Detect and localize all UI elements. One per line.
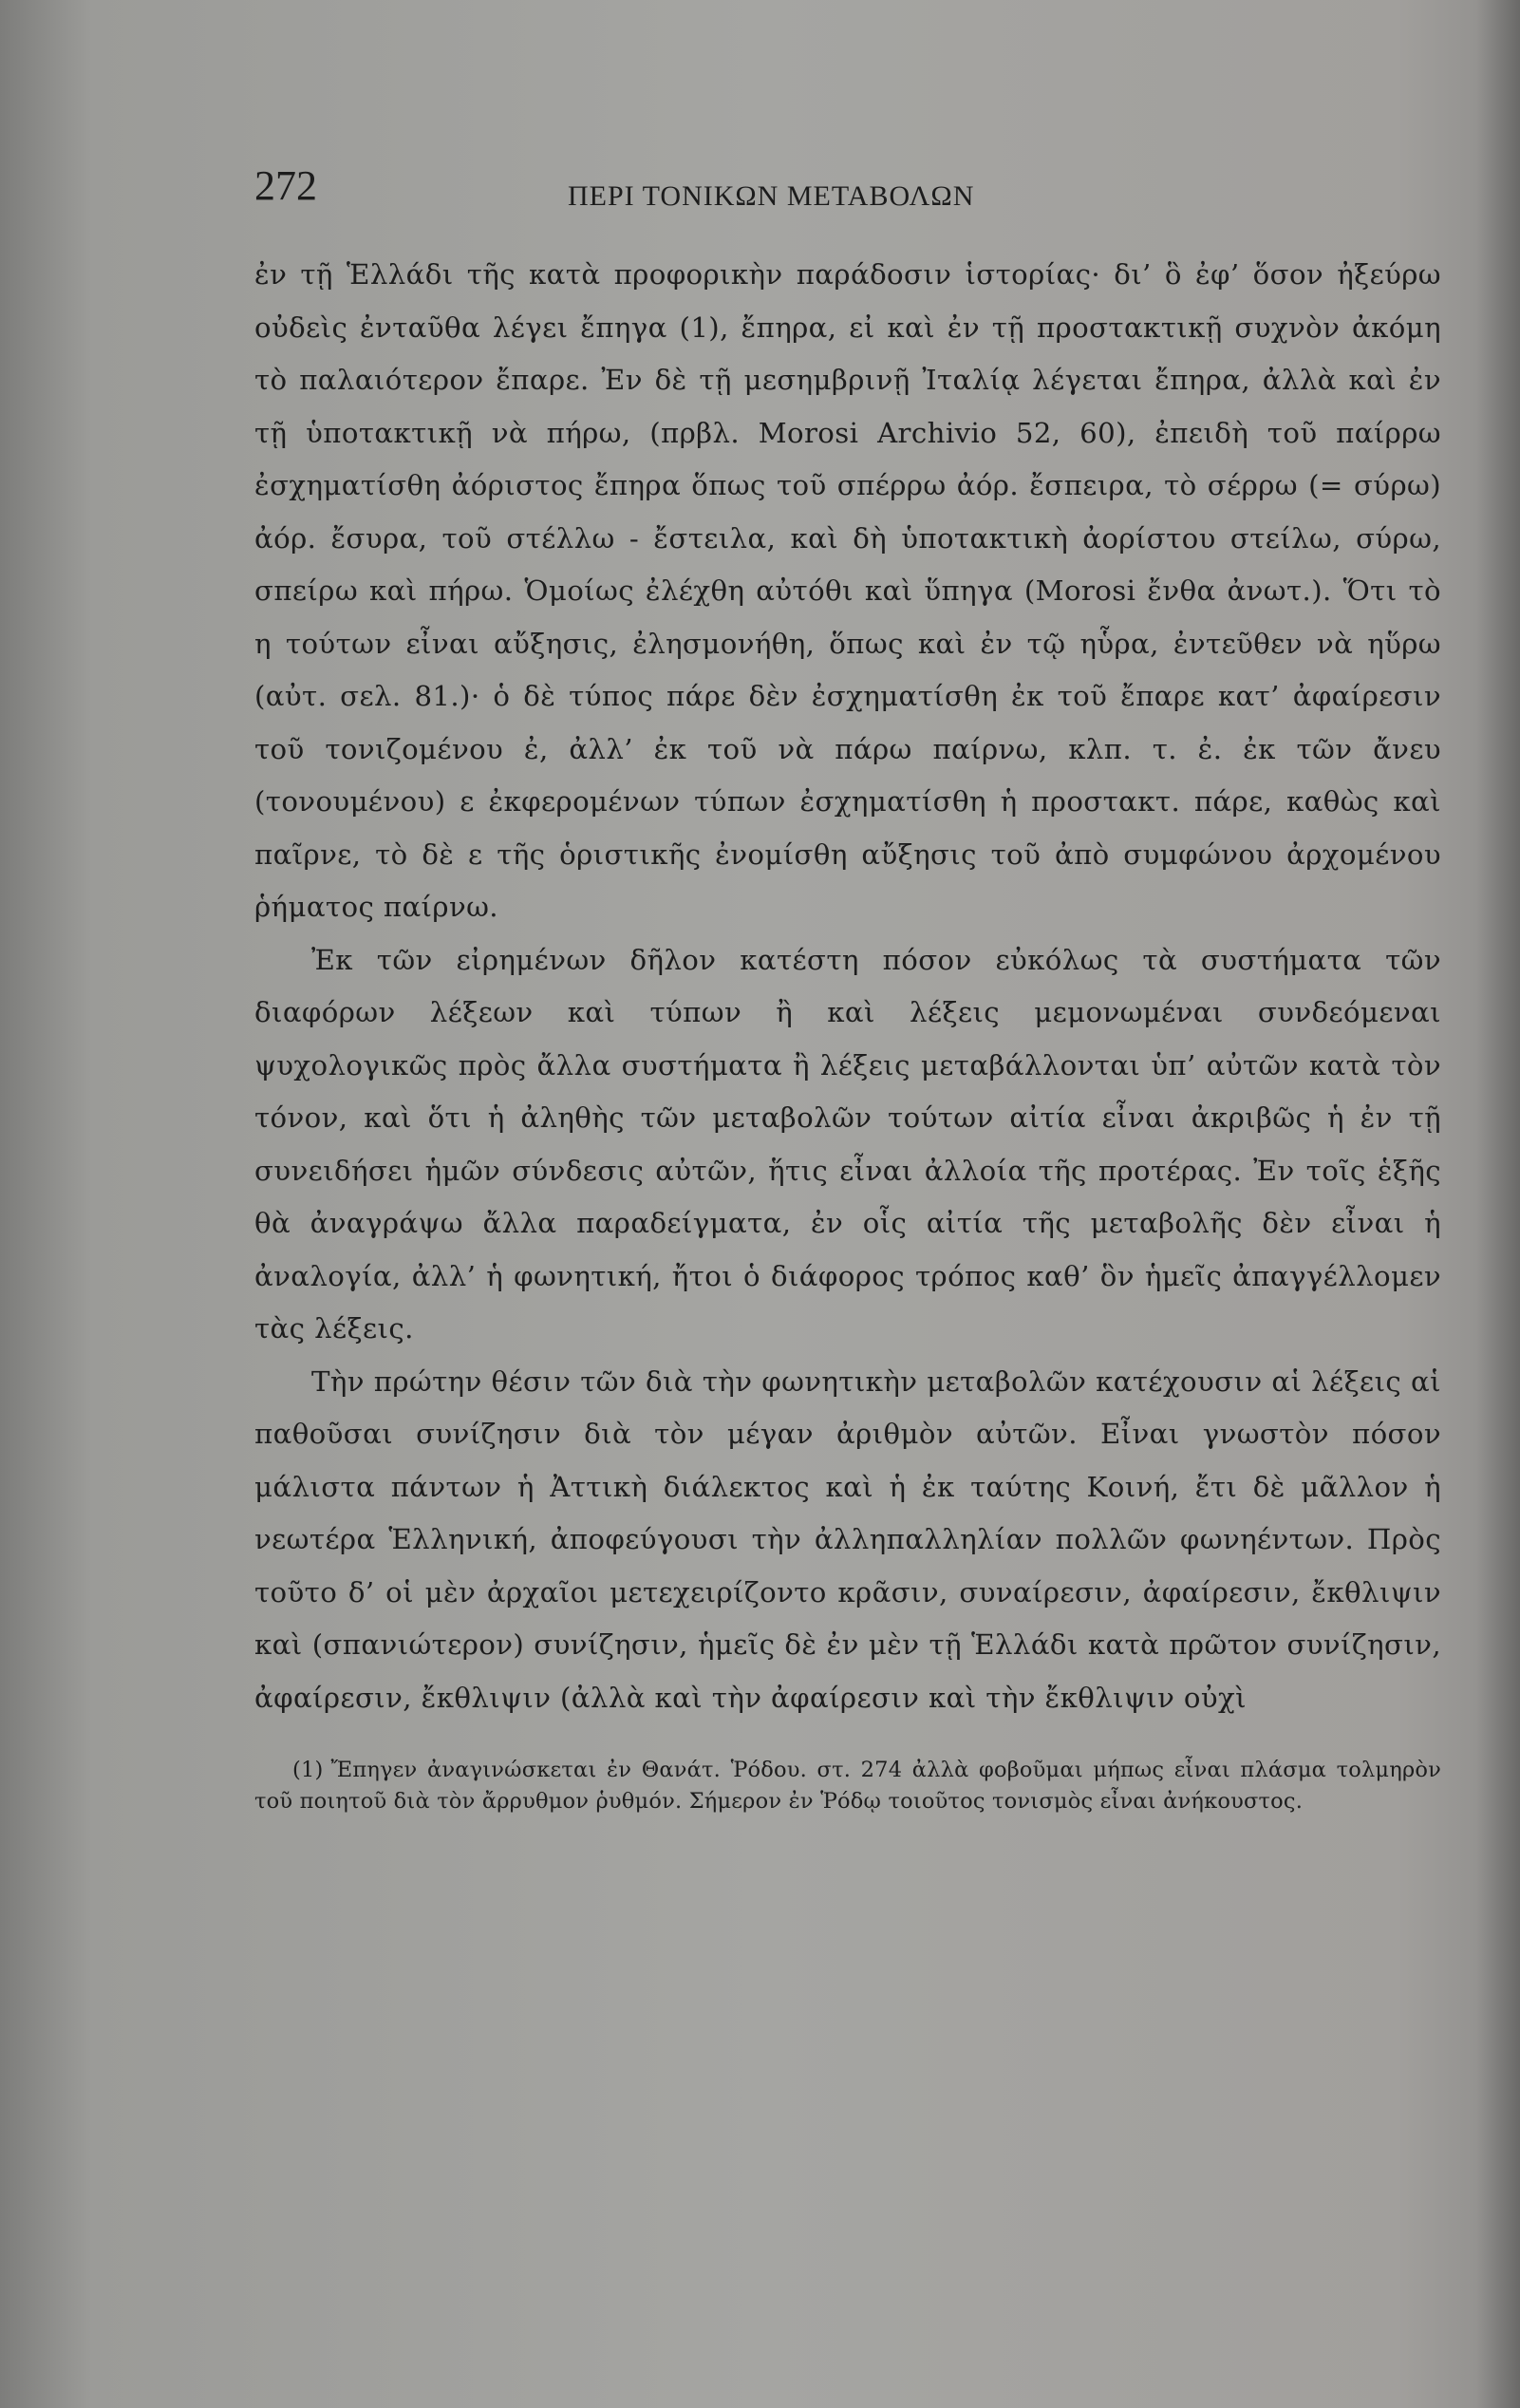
paragraph-1: ἐν τῇ Ἑλλάδι τῆς κατὰ προφορικὴν παράδοσιν ἱστορίας· δι’ ὃ ἐφ’ ὅσον ἠξεύρω οὐδεὶς ἐνταῦθα λέγει ἔπηγα (1), ἔπηρα, εἰ καὶ ἐν τῇ προστακτικῇ συχνὸν ἀκόμη τὸ παλαιότερον ἔπαρε. Ἐν δὲ τῇ μεσημβρινῇ Ἰταλίᾳ λέγεται ἔπηρα, ἀλλὰ καὶ ἐν τῇ ὑποτακτικῇ νὰ πήρω, (πρβλ. Morosi Archivio 52, 60), ἐπειδὴ τοῦ παίρρω ἐσχηματίσθη ἀόριστος ἔπηρα ὅπως τοῦ σπέρρω ἀόρ. ἔσπειρα, τὸ σέρρω (= σύρω) ἀόρ. ἔσυρα, τοῦ στέλλω - ἔστειλα, καὶ δὴ ὑποτακτικὴ ἀορίστου στείλω, σύρω, σπείρω καὶ πήρω. Ὁμοίως ἐλέχθη αὐτόθι καὶ ὕπηγα (Morosi ἔνθα ἀνωτ.). Ὅτι τὸ η τούτων εἶναι αὔξησις, ἐλησμονήθη, ὅπως καὶ ἐν τῷ ηὗρα, ἐντεῦθεν νὰ ηὕρω (αὐτ. σελ. 81.)· ὁ δὲ τύπος πάρε δὲν ἐσχηματίσθη ἐκ τοῦ ἔπαρε κατ’ ἀφαίρεσιν τοῦ τονιζομένου ἐ, ἀλλ’ ἐκ τοῦ νὰ πάρω παίρνω, κλπ. τ. ἐ. ἐκ τῶν ἄνευ (τονουμένου) ε ἐκφερομένων τύπων ἐσχηματίσθη ἡ προστακτ. πάρε, καθὼς καὶ παῖρνε, τὸ δὲ ε τῆς ὁριστικῆς ἐνομίσθη αὔξησις τοῦ ἀπὸ συμφώνου ἀρχομένου ῥήματος παίρνω. bbox=[254, 258, 1441, 923]
page-header bbox=[254, 142, 1441, 228]
running-head: ΠΕΡΙ ΤΟΝΙΚΩΝ ΜΕΤΑΒΟΛΩΝ bbox=[568, 180, 975, 212]
body-text bbox=[254, 249, 1441, 1724]
footnote-marker: (1) bbox=[292, 1758, 324, 1782]
footnote bbox=[254, 1755, 1441, 1817]
page-edge-shadow bbox=[1476, 0, 1520, 2408]
book-page bbox=[254, 142, 1441, 1817]
paragraph-3: Τὴν πρώτην θέσιν τῶν διὰ τὴν φωνητικὴν μεταβολῶν κατέχουσιν αἱ λέξεις αἱ παθοῦσαι συνίζησιν διὰ τὸν μέγαν ἀριθμὸν αὐτῶν. Εἶναι γνωστὸν πόσον μάλιστα πάντων ἡ Ἀττικὴ διάλεκτος καὶ ἡ ἐκ ταύτης Κοινή, ἔτι δὲ μᾶλλον ἡ νεωτέρα Ἑλληνική, ἀποφεύγουσι τὴν ἀλληπαλληλίαν πολλῶν φωνηέντων. Πρὸς τοῦτο δ’ οἱ μὲν ἀρχαῖοι μετεχειρίζοντο κρᾶσιν, συναίρεσιν, ἀφαίρεσιν, ἔκθλιψιν καὶ (σπανιώτερον) συνίζησιν, ἡμεῖς δὲ ἐν μὲν τῇ Ἑλλάδι κατὰ πρῶτον συνίζησιν, ἀφαίρεσιν, ἔκθλιψιν (ἀλλὰ καὶ τὴν ἀφαίρεσιν καὶ τὴν ἔκθλιψιν οὐχὶ bbox=[254, 1364, 1441, 1714]
paragraph-2: Ἐκ τῶν εἰρημένων δῆλον κατέστη πόσον εὐκόλως τὰ συστήματα τῶν διαφόρων λέξεων καὶ τύπων ἢ καὶ λέξεις μεμονωμέναι συνδεόμεναι ψυχολογικῶς πρὸς ἄλλα συστήματα ἢ λέξεις μεταβάλλονται ὑπ’ αὐτῶν κατὰ τὸν τόνον, καὶ ὅτι ἡ ἀληθὴς τῶν μεταβολῶν τούτων αἰτία εἶναι ἀκριβῶς ἡ ἐν τῇ συνειδήσει ἡμῶν σύνδεσις αὐτῶν, ἥτις εἶναι ἀλλοία τῆς προτέρας. Ἐν τοῖς ἑξῆς θὰ ἀναγράψω ἄλλα παραδείγματα, ἐν οἷς αἰτία τῆς μεταβολῆς δὲν εἶναι ἡ ἀναλογία, ἀλλ’ ἡ φωνητική, ἤτοι ὁ διάφορος τρόπος καθ’ ὃν ἡμεῖς ἀπαγγέλλομεν τὰς λέξεις. bbox=[254, 943, 1441, 1345]
footnote-text: Ἔπηγεν ἀναγινώσκεται ἐν Θανάτ. Ῥόδου. στ. 274 ἀλλὰ φοβοῦμαι μήπως εἶναι πλάσμα τολμηρὸν τοῦ ποιητοῦ διὰ τὸν ἄρρυθμον ῥυθμόν. Σήμερον ἐν Ῥόδῳ τοιοῦτος τονισμὸς εἶναι ἀνήκουστος. bbox=[254, 1758, 1441, 1814]
page-number: 272 bbox=[254, 162, 317, 209]
